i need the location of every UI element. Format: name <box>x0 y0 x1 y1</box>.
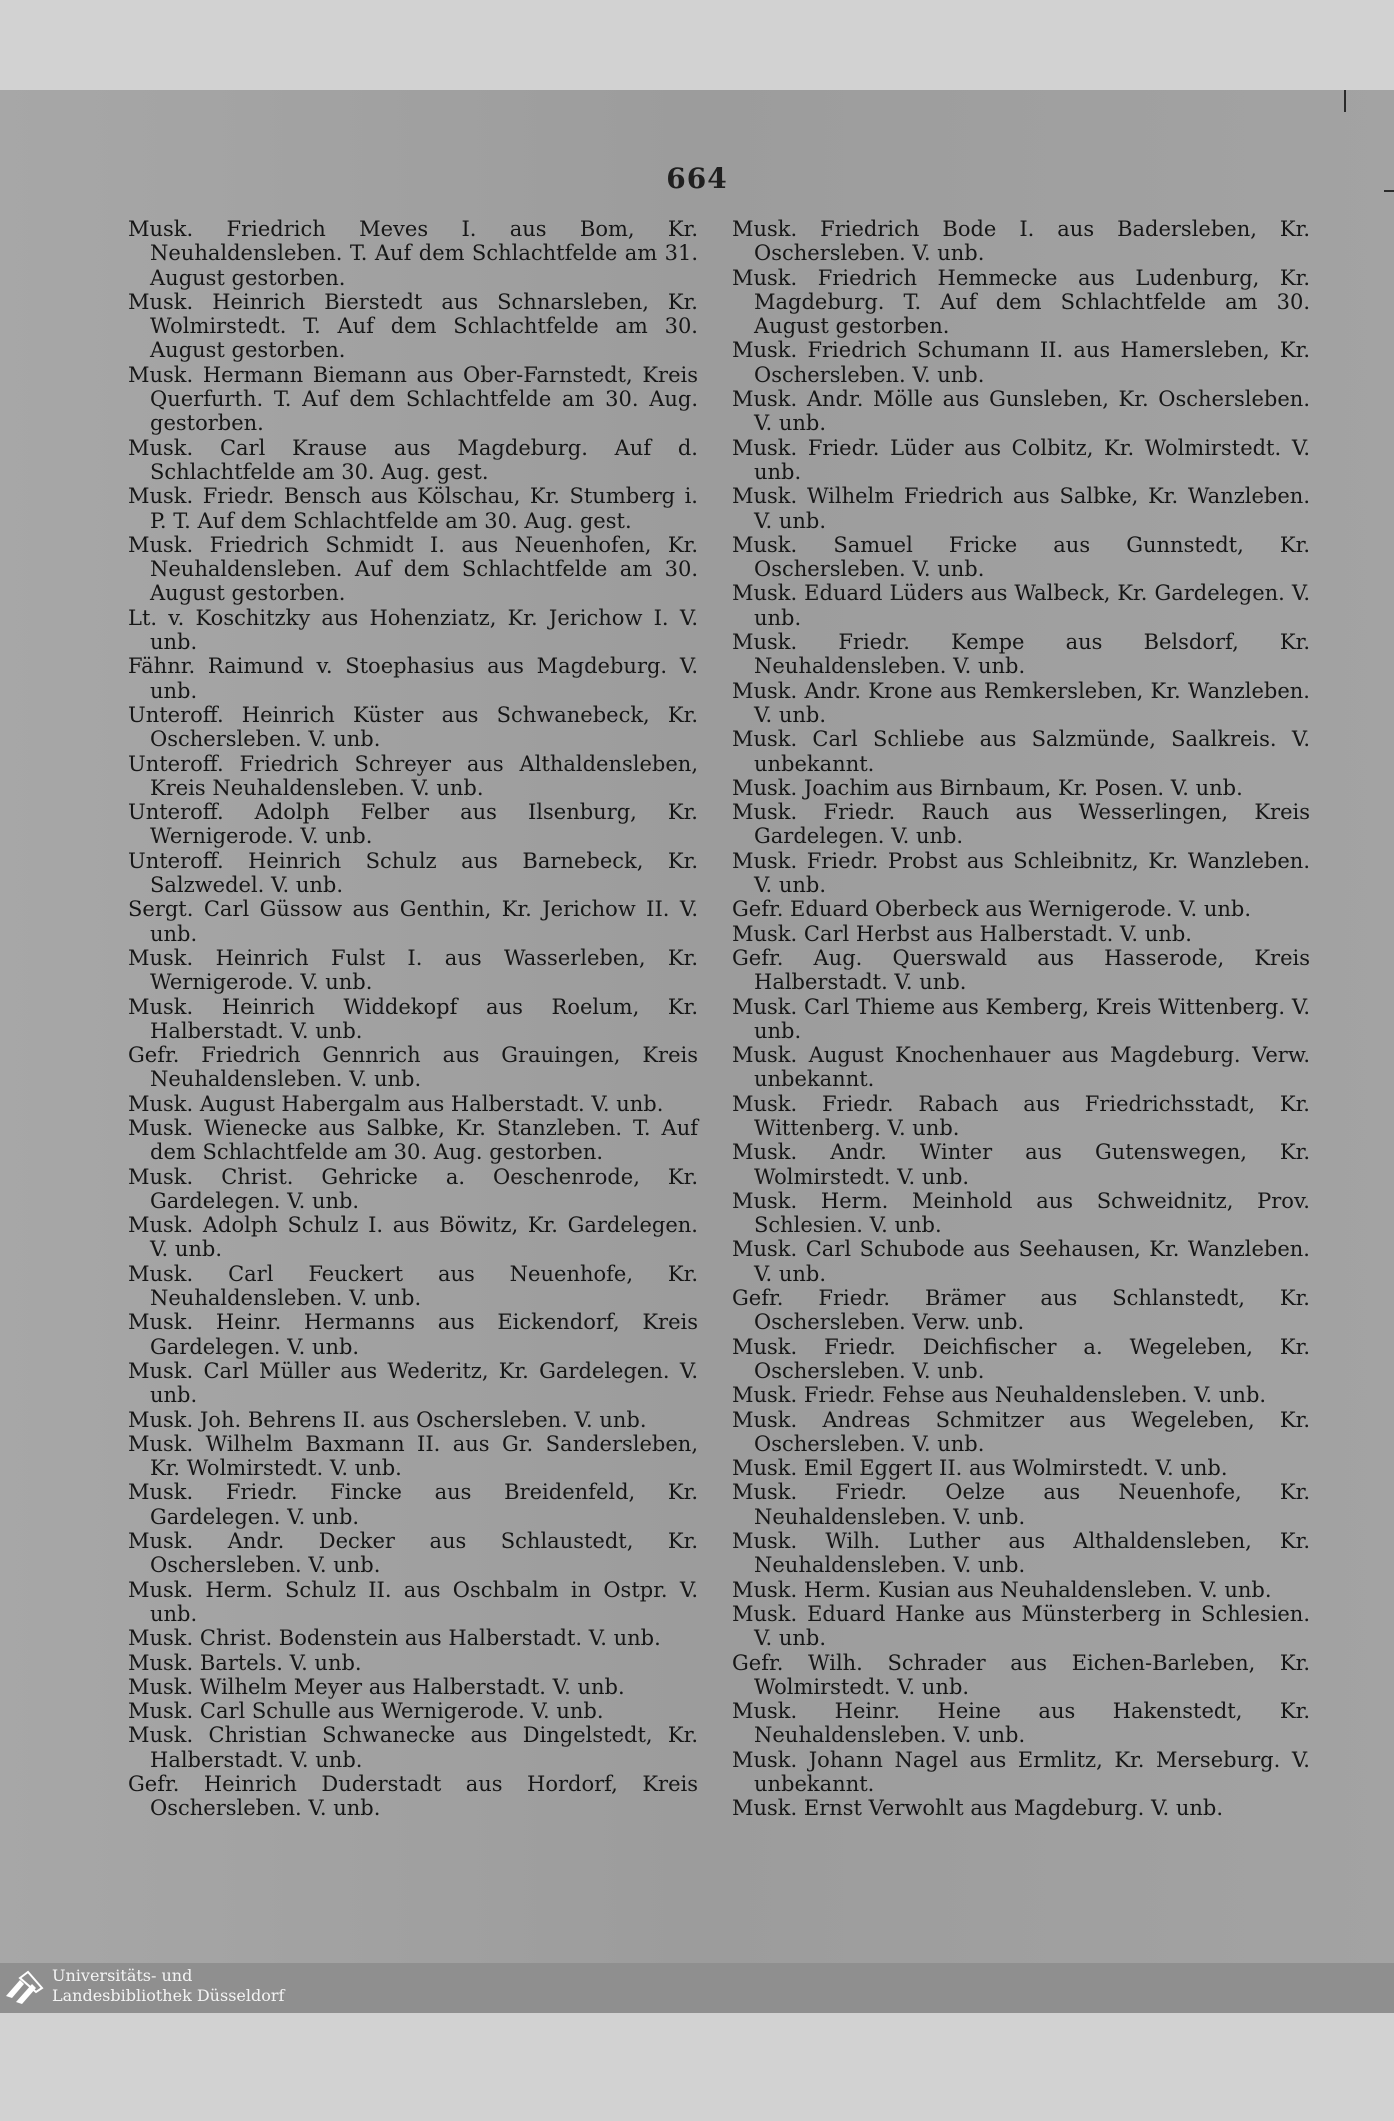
casualty-entry: Musk. Andr. Winter aus Gutenswegen, Kr. Wolmirstedt. V. unb. <box>732 1140 1310 1189</box>
casualty-entry: Unteroff. Adolph Felber aus Ilsenburg, Kr. Wernigerode. V. unb. <box>128 800 698 849</box>
casualty-entry: Musk. August Habergalm aus Halberstadt. V. unb. <box>128 1091 664 1116</box>
casualty-entry: Musk. Andreas Schmitzer aus Wegeleben, Kr. Oschersleben. V. unb. <box>732 1407 1310 1456</box>
edge-mark <box>1344 90 1346 112</box>
casualty-entry: Musk. Herm. Schulz II. aus Oschbalm in Ostpr. V. unb. <box>128 1577 698 1626</box>
casualty-entry: Musk. Eduard Lüders aus Walbeck, Kr. Gardelegen. V. unb. <box>732 581 1310 630</box>
casualty-entry: Musk. Adolph Schulz I. aus Böwitz, Kr. Gardelegen. V. unb. <box>128 1213 698 1262</box>
casualty-entry: Musk. Friedr. Probst aus Schleibnitz, Kr. Wanzleben. V. unb. <box>732 848 1310 898</box>
casualty-entry: Gefr. Heinrich Duderstadt aus Hordorf, Kreis Oschersleben. V. unb. <box>128 1772 698 1821</box>
scanned-page <box>0 90 1394 2013</box>
casualty-entry: Musk. Samuel Fricke aus Gunnstedt, Kr. Oschersleben. V. unb. <box>732 532 1310 582</box>
casualty-entry: Musk. Herm. Kusian aus Neuhaldensleben. V. unb. <box>732 1577 1272 1602</box>
casualty-entry: Musk. Heinrich Widdekopf aus Roelum, Kr. Halberstadt. V. unb. <box>128 994 698 1043</box>
casualty-entry: Musk. Friedr. Lüder aus Colbitz, Kr. Wolmirstedt. V. unb. <box>732 435 1310 484</box>
casualty-entry: Musk. Friedr. Deichfischer a. Wegeleben, Kr. Oschersleben. V. unb. <box>732 1334 1310 1383</box>
casualty-entry: Musk. Carl Schulle aus Wernigerode. V. unb. <box>128 1699 604 1724</box>
casualty-entry: Musk. Heinrich Bierstedt aus Schnarsleben, Kr. Wolmirstedt. T. Auf dem Schlachtfelde am 30. August gestorben. <box>128 289 698 363</box>
casualty-entry: Musk. Heinrich Fulst I. aus Wasserleben, Kr. Wernigerode. V. unb. <box>128 945 698 995</box>
casualty-entry: Musk. Carl Feuckert aus Neuenhofe, Kr. Neuhaldensleben. V. unb. <box>128 1261 698 1311</box>
casualty-entry: Musk. Friedr. Fincke aus Breidenfeld, Kr. Gardelegen. V. unb. <box>128 1480 698 1529</box>
casualty-entry: Gefr. Friedr. Brämer aus Schlanstedt, Kr. Oschersleben. Verw. unb. <box>732 1286 1310 1335</box>
casualty-entry: Musk. Christ. Gehricke a. Oeschenrode, Kr. Gardelegen. V. unb. <box>128 1164 698 1213</box>
casualty-entry: Musk. Wilhelm Friedrich aus Salbke, Kr. Wanzleben. V. unb. <box>732 484 1310 533</box>
casualty-entry: Musk. Friedrich Bode I. aus Badersleben, Kr. Oschersleben. V. unb. <box>732 217 1310 266</box>
casualty-entry: Musk. Wienecke aus Salbke, Kr. Stanzleben. T. Auf dem Schlachtfelde am 30. Aug. gestorben. <box>128 1115 698 1165</box>
page-number: 664 <box>666 162 728 195</box>
right-column <box>732 217 1310 1821</box>
casualty-entry: Musk. Eduard Hanke aus Münsterberg in Schlesien. V. unb. <box>732 1601 1310 1651</box>
casualty-entry: Musk. Friedrich Schumann II. aus Hamersleben, Kr. Oschersleben. V. unb. <box>732 338 1310 387</box>
casualty-entry: Musk. Joh. Behrens II. aus Oschersleben. V. unb. <box>128 1407 647 1432</box>
casualty-entry: Unteroff. Heinrich Schulz aus Barnebeck, Kr. Salzwedel. V. unb. <box>128 848 698 898</box>
casualty-entry: Musk. Wilh. Luther aus Althaldensleben, Kr. Neuhaldensleben. V. unb. <box>732 1529 1310 1578</box>
casualty-entry: Musk. Wilhelm Meyer aus Halberstadt. V. unb. <box>128 1674 625 1699</box>
casualty-entry: Musk. August Knochenhauer aus Magdeburg. Verw. unbekannt. <box>732 1043 1310 1092</box>
casualty-entry: Gefr. Friedrich Gennrich aus Grauingen, Kreis Neuhaldensleben. V. unb. <box>128 1043 698 1092</box>
casualty-entry: Lt. v. Koschitzky aus Hohenziatz, Kr. Jerichow I. V. unb. <box>128 605 698 655</box>
casualty-entry: Fähnr. Raimund v. Stoephasius aus Magdeburg. V. unb. <box>128 654 698 703</box>
library-logo-icon <box>2 1966 46 2010</box>
casualty-entry: Musk. Bartels. V. unb. <box>128 1650 362 1675</box>
casualty-entry: Musk. Andr. Decker aus Schlaustedt, Kr. Oschersleben. V. unb. <box>128 1529 698 1578</box>
casualty-entry: Musk. Friedrich Schmidt I. aus Neuenhofen, Kr. Neuhaldensleben. Auf dem Schlachtfelde am 30. August gestorben. <box>128 532 698 606</box>
casualty-entry: Gefr. Eduard Oberbeck aus Wernigerode. V. unb. <box>732 897 1252 922</box>
casualty-entry: Musk. Joachim aus Birnbaum, Kr. Posen. V. unb. <box>732 775 1243 800</box>
casualty-entry: Musk. Carl Schubode aus Seehausen, Kr. Wanzleben. V. unb. <box>732 1237 1310 1286</box>
edge-mark <box>1384 190 1394 192</box>
library-name-line1: Universitäts- und <box>52 1966 193 1985</box>
casualty-entry: Musk. Friedrich Hemmecke aus Ludenburg, Kr. Magdeburg. T. Auf dem Schlachtfelde am 30. August gestorben. <box>732 265 1310 339</box>
casualty-entry: Musk. Andr. Krone aus Remkersleben, Kr. Wanzleben. V. unb. <box>732 678 1310 727</box>
casualty-entry: Musk. Johann Nagel aus Ermlitz, Kr. Merseburg. V. unbekannt. <box>732 1747 1310 1796</box>
casualty-entry: Unteroff. Friedrich Schreyer aus Althaldensleben, Kreis Neuhaldensleben. V. unb. <box>128 751 698 800</box>
casualty-entry: Musk. Friedr. Oelze aus Neuenhofe, Kr. Neuhaldensleben. V. unb. <box>732 1480 1310 1529</box>
casualty-entry: Musk. Christian Schwanecke aus Dingelstedt, Kr. Halberstadt. V. unb. <box>128 1723 698 1772</box>
library-name-line2: Landesbibliothek Düsseldorf <box>52 1986 285 2005</box>
casualty-entry: Musk. Friedrich Meves I. aus Bom, Kr. Neuhaldensleben. T. Auf dem Schlachtfelde am 31. August gestorben. <box>128 217 698 290</box>
casualty-entry: Musk. Carl Müller aus Wederitz, Kr. Gardelegen. V. unb. <box>128 1358 698 1408</box>
casualty-entry: Musk. Heinr. Heine aus Hakenstedt, Kr. Neuhaldensleben. V. unb. <box>732 1699 1310 1748</box>
casualty-entry: Gefr. Wilh. Schrader aus Eichen-Barleben, Kr. Wolmirstedt. V. unb. <box>732 1650 1310 1699</box>
casualty-entry: Musk. Emil Eggert II. aus Wolmirstedt. V. unb. <box>732 1456 1228 1481</box>
casualty-entry: Musk. Wilhelm Baxmann II. aus Gr. Sandersleben, Kr. Wolmirstedt. V. unb. <box>128 1431 698 1481</box>
casualty-entry: Unteroff. Heinrich Küster aus Schwanebeck, Kr. Oschersleben. V. unb. <box>128 702 698 752</box>
casualty-entry: Musk. Heinr. Hermanns aus Eickendorf, Kreis Gardelegen. V. unb. <box>128 1310 698 1359</box>
casualty-entry: Musk. Friedr. Kempe aus Belsdorf, Kr. Neuhaldensleben. V. unb. <box>732 630 1310 679</box>
casualty-entry: Musk. Herm. Meinhold aus Schweidnitz, Prov. Schlesien. V. unb. <box>732 1188 1310 1238</box>
casualty-entry: Musk. Friedr. Rabach aus Friedrichsstadt, Kr. Wittenberg. V. unb. <box>732 1091 1310 1140</box>
casualty-entry: Sergt. Carl Güssow aus Genthin, Kr. Jerichow II. V. unb. <box>128 897 698 946</box>
casualty-entry: Musk. Friedr. Fehse aus Neuhaldensleben. V. unb. <box>732 1383 1267 1408</box>
casualty-entry: Musk. Christ. Bodenstein aus Halberstadt. V. unb. <box>128 1626 661 1651</box>
casualty-entry: Musk. Andr. Mölle aus Gunsleben, Kr. Oschersleben. V. unb. <box>732 387 1310 436</box>
casualty-entry: Musk. Carl Herbst aus Halberstadt. V. unb. <box>732 921 1192 946</box>
casualty-entry: Musk. Friedr. Rauch aus Wesserlingen, Kreis Gardelegen. V. unb. <box>732 800 1310 849</box>
casualty-entry: Musk. Carl Thieme aus Kemberg, Kreis Wittenberg. V. unb. <box>732 994 1310 1043</box>
casualty-entry: Musk. Carl Krause aus Magdeburg. Auf d. Schlachtfelde am 30. Aug. gest. <box>128 435 698 484</box>
casualty-entry: Musk. Carl Schliebe aus Salzmünde, Saalkreis. V. unbekannt. <box>732 727 1310 776</box>
casualty-entry: Musk. Ernst Verwohlt aus Magdeburg. V. unb. <box>732 1796 1223 1821</box>
casualty-entry: Gefr. Aug. Querswald aus Hasserode, Kreis Halberstadt. V. unb. <box>732 945 1310 995</box>
left-column <box>128 217 698 1821</box>
casualty-entry: Musk. Hermann Biemann aus Ober-Farnstedt, Kreis Querfurth. T. Auf dem Schlachtfelde am 30. Aug. gestorben. <box>128 362 698 436</box>
library-name <box>52 1966 284 2006</box>
casualty-entry: Musk. Friedr. Bensch aus Kölschau, Kr. Stumberg i. P. T. Auf dem Schlachtfelde am 30. Aug. gest. <box>128 484 698 533</box>
